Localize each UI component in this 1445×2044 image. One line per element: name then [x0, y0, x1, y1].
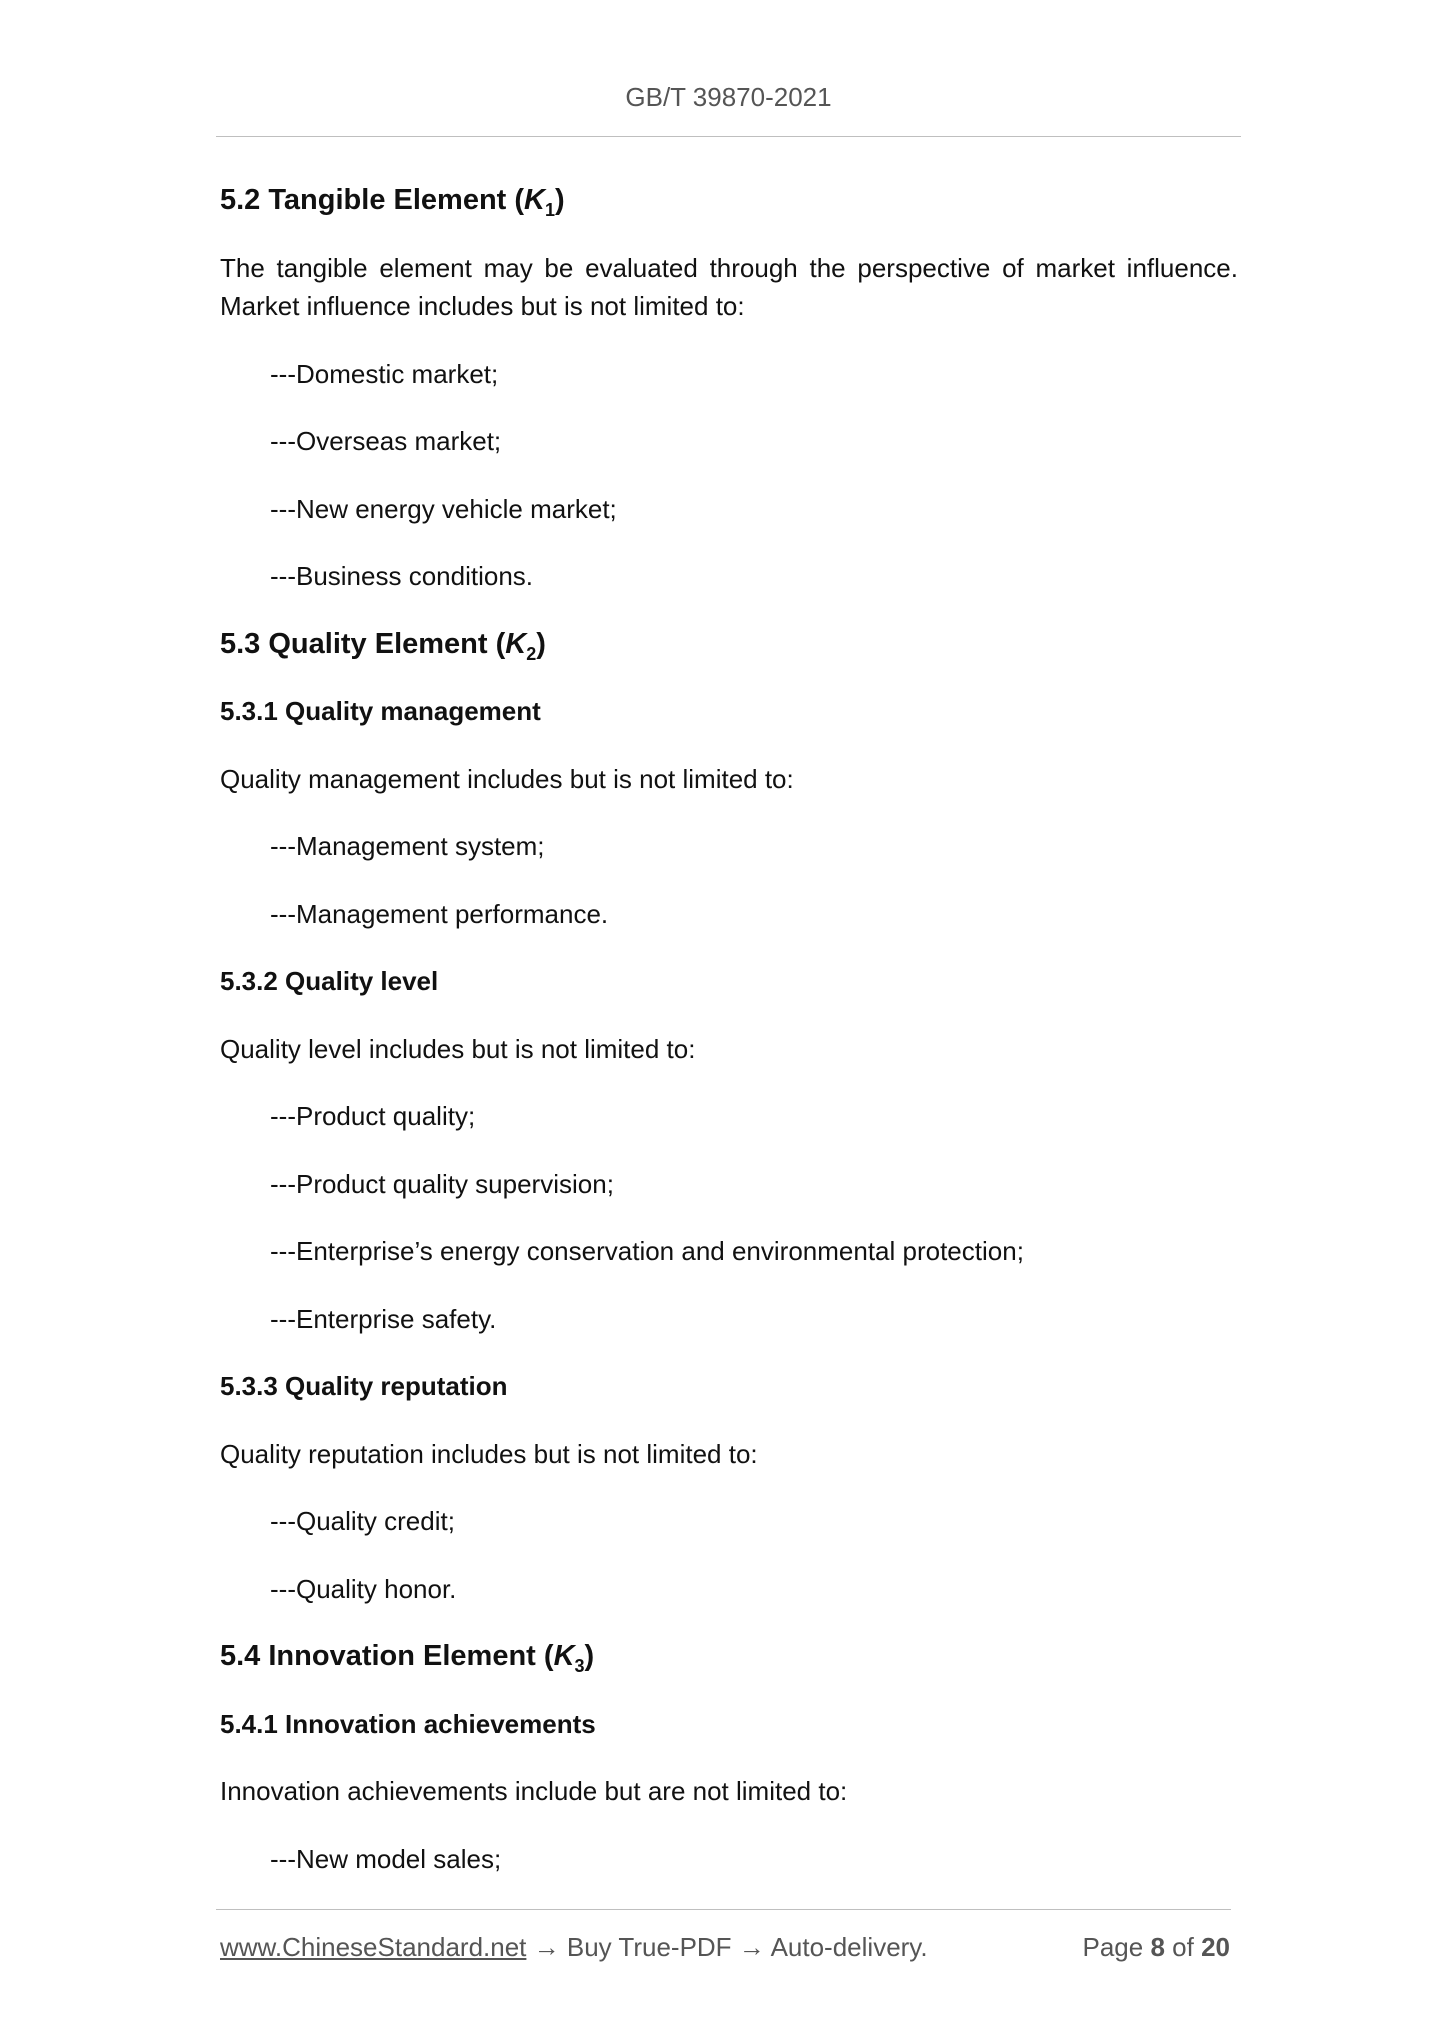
- list-item: ---Enterprise’s energy conservation and environmental protection;: [270, 1236, 1024, 1266]
- section-5-3-3-paragraph: Quality reputation includes but is not limited to:: [220, 1439, 758, 1469]
- section-5-3-1-paragraph: Quality management includes but is not limited to:: [220, 764, 794, 794]
- page-total: 20: [1201, 1932, 1230, 1962]
- list-item: ---New model sales;: [270, 1844, 502, 1874]
- section-5-3-3-heading: 5.3.3 Quality reputation: [220, 1371, 508, 1401]
- website-link[interactable]: www.ChineseStandard.net: [220, 1932, 527, 1962]
- list-item: ---Quality credit;: [270, 1506, 455, 1536]
- list-item: ---Quality honor.: [270, 1574, 457, 1604]
- section-5-2-heading: [220, 183, 565, 227]
- variable-subscript: 2: [526, 643, 537, 664]
- variable-symbol: K: [553, 1640, 575, 1672]
- list-item: ---New energy vehicle market;: [270, 494, 617, 524]
- section-5-3-heading: [220, 627, 546, 671]
- heading-text-end: ): [536, 628, 546, 660]
- page-word: Page: [1082, 1932, 1144, 1962]
- document-header: GB/T 39870-2021: [625, 82, 832, 112]
- page-footer: [220, 1930, 1230, 1964]
- variable-symbol: K: [505, 628, 527, 660]
- footer-tagline: → Buy True-PDF → Auto-delivery.: [526, 1932, 928, 1962]
- of-word: of: [1172, 1932, 1194, 1962]
- page-number: 8: [1150, 1932, 1165, 1962]
- list-item: ---Overseas market;: [270, 426, 502, 456]
- section-5-4-heading: [220, 1639, 594, 1683]
- section-5-3-2-heading: 5.3.2 Quality level: [220, 966, 439, 996]
- section-5-4-1-heading: 5.4.1 Innovation achievements: [220, 1709, 596, 1739]
- list-item: ---Product quality supervision;: [270, 1169, 614, 1199]
- variable-symbol: K: [524, 184, 545, 216]
- section-5-4-1-paragraph: Innovation achievements include but are not limited to:: [220, 1776, 848, 1806]
- variable-subscript: 3: [574, 1655, 585, 1676]
- heading-text: 5.3 Quality Element (: [220, 628, 506, 660]
- section-5-3-1-heading: 5.3.1 Quality management: [220, 696, 541, 726]
- footer-divider: [216, 1909, 1231, 1910]
- page-indicator: [1082, 1930, 1230, 1964]
- list-item: ---Domestic market;: [270, 359, 499, 389]
- list-item: ---Management performance.: [270, 899, 609, 929]
- heading-text-end: ): [555, 184, 565, 216]
- list-item: ---Product quality;: [270, 1101, 476, 1131]
- heading-text-end: ): [584, 1640, 595, 1672]
- list-item: ---Management system;: [270, 831, 545, 861]
- heading-text: 5.2 Tangible Element (: [220, 184, 525, 216]
- list-item: ---Business conditions.: [270, 561, 533, 591]
- heading-text: 5.4 Innovation Element (: [220, 1640, 554, 1672]
- section-5-2-paragraph-line1: The tangible element may be evaluated through the perspective of market influence.: [220, 253, 1238, 283]
- section-5-3-2-paragraph: Quality level includes but is not limited to:: [220, 1034, 696, 1064]
- variable-subscript: 1: [545, 199, 556, 220]
- section-5-2-paragraph-line2: Market influence includes but is not limited to:: [220, 291, 745, 321]
- list-item: ---Enterprise safety.: [270, 1304, 497, 1334]
